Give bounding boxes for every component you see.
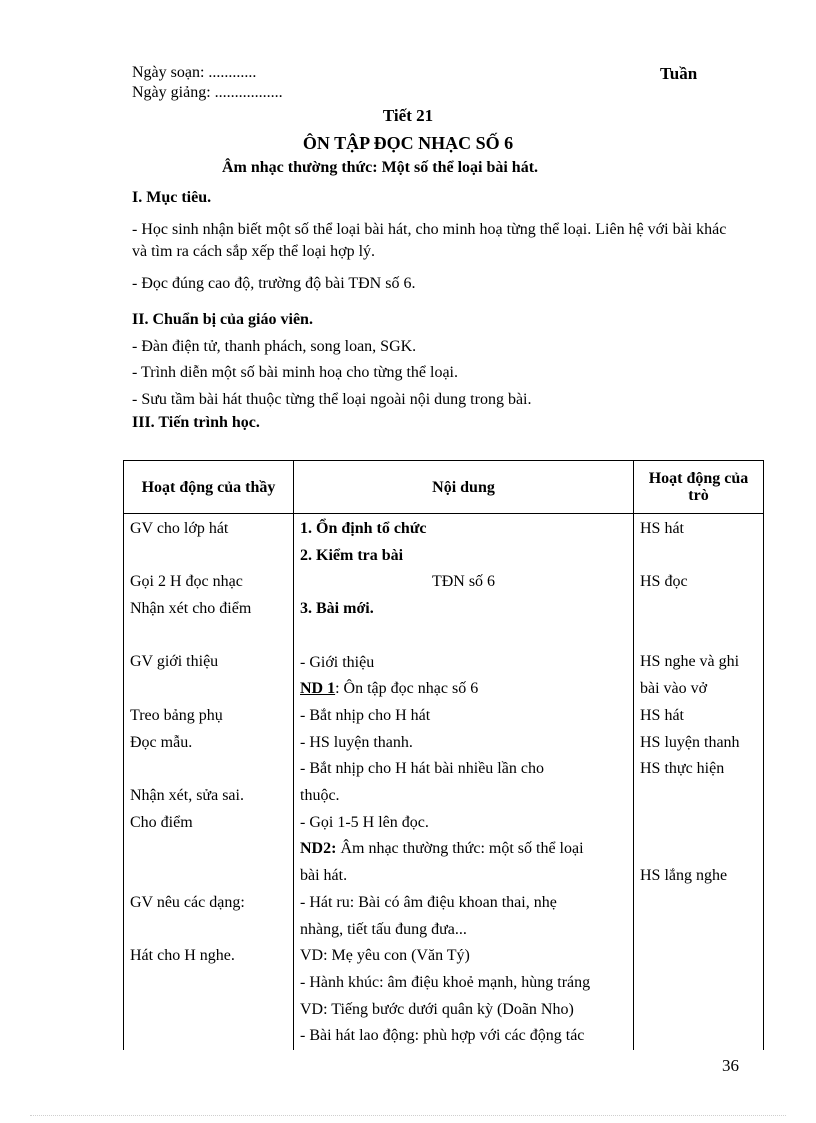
teacher-line <box>130 623 287 650</box>
student-line: HS lắng nghe <box>640 867 728 885</box>
prep-date-label: Ngày soạn: ............ <box>132 64 257 81</box>
teacher-line <box>130 997 287 1024</box>
teacher-line: Nhận xét, sửa sai. <box>130 786 244 804</box>
content-line: 3. Bài mới. <box>300 600 374 618</box>
table-header-row <box>124 461 764 514</box>
content-line: - Bài hát lao động: phù hợp với các động tác <box>300 1027 585 1045</box>
student-line <box>640 623 757 650</box>
bottom-divider <box>30 1115 786 1116</box>
table-row <box>124 514 764 1051</box>
student-line <box>640 543 757 570</box>
preparation-item: - Đàn điện tử, thanh phách, song loan, SGK. <box>132 338 417 355</box>
student-line <box>640 810 757 837</box>
content-line <box>300 623 627 650</box>
teacher-line: GV cho lớp hát <box>130 520 229 537</box>
teacher-line: Đọc mẫu. <box>130 733 193 751</box>
teacher-line: Nhận xét cho điểm <box>130 600 252 618</box>
content-column-header: Nội dung <box>294 461 634 514</box>
teacher-column-header: Hoạt động của thầy <box>124 461 294 514</box>
content-line: - Bắt nhịp cho H hát <box>300 706 431 724</box>
content-line: VD: Tiếng bước dưới quân kỳ (Doãn Nho) <box>300 1000 574 1018</box>
content-line: - Gọi 1-5 H lên đọc. <box>300 813 429 831</box>
nd1-text: : Ôn tập đọc nhạc số 6 <box>335 680 479 698</box>
objectives-heading: I. Mục tiêu. <box>132 189 212 206</box>
content-cell <box>294 514 634 1051</box>
preparation-item: - Sưu tầm bài hát thuộc từng thể loại ngoài nội dung trong bài. <box>132 391 532 408</box>
teacher-line <box>130 836 287 863</box>
student-line: HS đọc <box>640 573 688 591</box>
teacher-line <box>130 676 287 703</box>
teacher-line: Treo bảng phụ <box>130 706 223 724</box>
objectives-paragraph-1: - Học sinh nhận biết một số thể loại bài hát, cho minh hoạ từng thể loại. Liên hệ với bài khác và tìm ra cách sắp xếp thể loại hợp lý. <box>132 221 727 260</box>
process-heading: III. Tiến trình học. <box>132 414 260 431</box>
student-line: HS thực hiện <box>640 760 725 778</box>
student-line <box>640 997 757 1024</box>
student-line <box>640 783 757 810</box>
content-line: thuộc. <box>300 787 340 805</box>
teacher-line <box>130 970 287 997</box>
content-line: - HS luyện thanh. <box>300 733 413 751</box>
teacher-line <box>130 756 287 783</box>
content-line: 2. Kiểm tra bài <box>300 546 404 564</box>
content-line: bài hát. <box>300 867 348 885</box>
teacher-line: Gọi 2 H đọc nhạc <box>130 573 243 591</box>
student-line <box>640 596 757 623</box>
objectives-paragraph-2: - Đọc đúng cao độ, trường độ bài TĐN số 6. <box>132 275 416 292</box>
teacher-activity-cell <box>124 514 294 1051</box>
student-line <box>640 943 757 970</box>
teach-date-label: Ngày giảng: ................. <box>132 84 283 101</box>
student-line <box>640 890 757 917</box>
teacher-line: GV giới thiệu <box>130 653 219 671</box>
student-line: HS luyện thanh <box>640 733 740 751</box>
teacher-line: Hát cho H nghe. <box>130 947 235 965</box>
student-activity-cell <box>634 514 764 1051</box>
teacher-line <box>130 1023 287 1050</box>
teacher-line: Cho điểm <box>130 813 193 831</box>
nd1-label: ND 1 <box>300 680 336 698</box>
content-line: - Giới thiệu <box>300 653 375 671</box>
lesson-table <box>123 460 764 1050</box>
page-number: 36 <box>722 1056 739 1075</box>
nd2-text: Âm nhạc thường thức: một số thể loại <box>336 840 584 858</box>
teacher-line <box>130 543 287 570</box>
content-line: nhàng, tiết tấu đung đưa... <box>300 920 467 938</box>
review-title: ÔN TẬP ĐỌC NHẠC SỐ 6 <box>302 133 514 153</box>
content-line: TĐN số 6 <box>431 573 496 591</box>
content-line-nd2 <box>300 836 627 863</box>
student-line <box>640 836 757 863</box>
week-label: Tuần <box>660 64 698 83</box>
student-line: HS nghe và ghi <box>640 653 740 671</box>
nd2-label: ND2: <box>300 840 337 858</box>
content-line: 1. Ổn định tổ chức <box>300 520 427 537</box>
content-line: VD: Mẹ yêu con (Văn Tý) <box>300 947 470 965</box>
student-column-header: Hoạt động của trò <box>634 461 764 514</box>
content-line: - Bắt nhịp cho H hát bài nhiều lần cho <box>300 760 544 778</box>
preparation-heading: II. Chuẩn bị của giáo viên. <box>132 311 313 328</box>
teacher-line: GV nêu các dạng: <box>130 893 245 911</box>
content-line: - Hành khúc: âm điệu khoẻ mạnh, hùng tráng <box>300 973 591 991</box>
student-line <box>640 970 757 997</box>
preparation-item: - Trình diễn một số bài minh hoạ cho từng thể loại. <box>132 364 458 381</box>
teacher-line <box>130 863 287 890</box>
student-line <box>640 916 757 943</box>
teacher-line <box>130 916 287 943</box>
lesson-subtitle: Âm nhạc thường thức: Một số thể loại bài hát. <box>221 159 539 176</box>
student-line: bài vào vở <box>640 680 708 698</box>
lesson-number: Tiết 21 <box>382 106 434 125</box>
content-line-nd1 <box>300 676 627 703</box>
student-line: HS hát <box>640 520 684 537</box>
student-line <box>640 1023 757 1050</box>
content-line: - Hát ru: Bài có âm điệu khoan thai, nhẹ <box>300 893 557 911</box>
student-line: HS hát <box>640 706 684 724</box>
